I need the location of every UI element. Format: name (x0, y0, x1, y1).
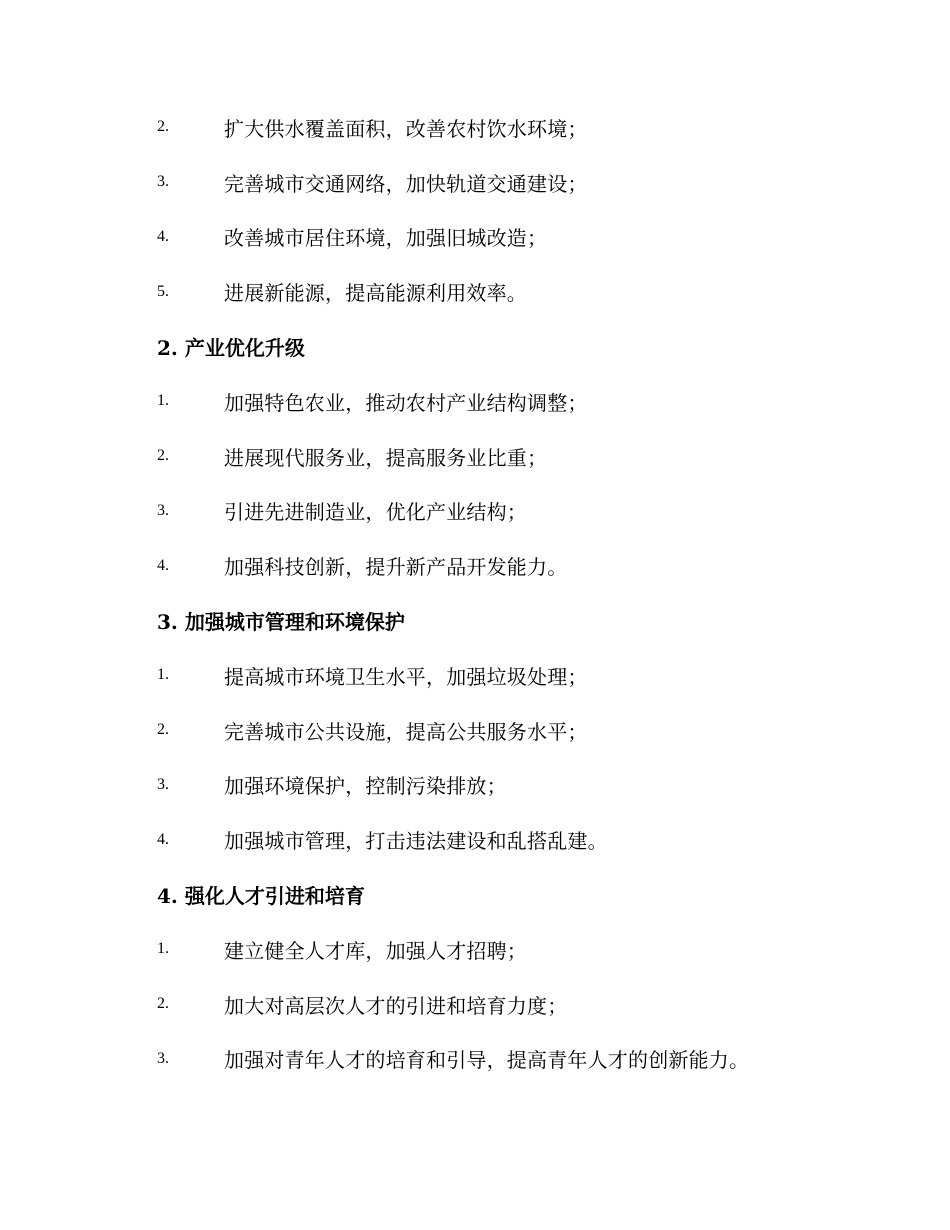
list-item-number: 2. (157, 118, 169, 136)
list-item (0, 1032, 950, 1087)
list-item (0, 812, 950, 867)
list-item-number: 3. (157, 1049, 169, 1067)
list-item-number: 2. (157, 447, 169, 465)
list-item-number: 5. (157, 282, 169, 300)
section-heading-text: 3. 加强城市管理和环境保护 (157, 610, 405, 635)
section-heading (0, 319, 950, 374)
list-item-number: 4. (157, 556, 169, 574)
list-item (0, 703, 950, 758)
section-heading-text: 4. 强化人才引进和培育 (157, 884, 365, 909)
list-item-text: 进展新能源，提高能源利用效率。 (224, 281, 527, 306)
section-heading (0, 593, 950, 648)
list-item-number: 2. (157, 995, 169, 1013)
list-item (0, 100, 950, 155)
list-item-number: 1. (157, 392, 169, 410)
list-item-text: 加强城市管理，打击违法建设和乱搭乱建。 (224, 829, 608, 854)
list-item-number: 1. (157, 666, 169, 684)
list-item-text: 加强科技创新，提升新产品开发能力。 (224, 555, 568, 580)
list-item-text: 加大对高层次人才的引进和培育力度； (224, 993, 568, 1018)
list-item-text: 加强对青年人才的培育和引导，提高青年人才的创新能力。 (224, 1048, 750, 1073)
section-heading-text: 2. 产业优化升级 (157, 336, 305, 361)
list-item (0, 538, 950, 593)
list-item-number: 3. (157, 173, 169, 191)
list-item-number: 4. (157, 830, 169, 848)
list-item-text: 扩大供水覆盖面积，改善农村饮水环境； (224, 116, 588, 141)
list-item-number: 3. (157, 501, 169, 519)
list-item (0, 648, 950, 703)
list-item (0, 922, 950, 977)
list-item-text: 引进先进制造业，优化产业结构； (224, 500, 527, 525)
document-body (0, 100, 950, 1086)
list-item-number: 4. (157, 227, 169, 245)
list-item (0, 977, 950, 1032)
list-item-text: 建立健全人才库，加强人才招聘； (224, 938, 527, 963)
list-item-number: 3. (157, 775, 169, 793)
list-item-text: 加强环境保护，控制污染排放； (224, 774, 507, 799)
list-item (0, 264, 950, 319)
list-item-text: 进展现代服务业，提高服务业比重； (224, 445, 548, 470)
list-item-text: 改善城市居住环境，加强旧城改造； (224, 226, 548, 251)
list-item (0, 374, 950, 429)
list-item-text: 提高城市环境卫生水平，加强垃圾处理； (224, 664, 588, 689)
list-item (0, 758, 950, 813)
section-heading (0, 867, 950, 922)
list-item (0, 484, 950, 539)
list-item-number: 1. (157, 940, 169, 958)
list-item-number: 2. (157, 721, 169, 739)
list-item-text: 完善城市公共设施，提高公共服务水平； (224, 719, 588, 744)
list-item-text: 完善城市交通网络，加快轨道交通建设； (224, 171, 588, 196)
list-item (0, 429, 950, 484)
list-item (0, 210, 950, 265)
list-item (0, 155, 950, 210)
list-item-text: 加强特色农业，推动农村产业结构调整； (224, 390, 588, 415)
